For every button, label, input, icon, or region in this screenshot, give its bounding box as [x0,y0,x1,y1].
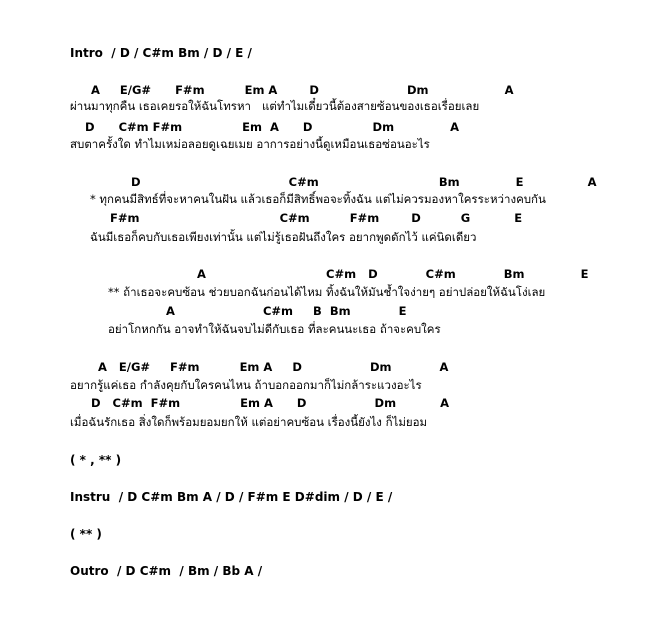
verse1-lyric-2: สบตาครั้งใด ทำไมเหม่อลอยดูเฉยเมย อาการอย่างนี้ดูเหมือนเธอซ่อนอะไร [70,137,430,151]
verse1-chords-1: A E/G# F#m Em A D Dm A [91,83,514,97]
prechorus-lyric-2: ฉันมีเธอก็คบกับเธอเพียงเท่านั้น แต่ไม่รู้เธอฝันถึงใคร อยากพูดดักไว้ แค่นิดเดียว [90,230,477,244]
instru-line: Instru / D C#m Bm A / D / F#m E D#dim / D / E / [70,490,393,504]
verse2-chords-1: A E/G# F#m Em A D Dm A [98,360,449,374]
chorus-chords-1: A C#m D C#m Bm E [197,267,589,281]
repeat-marker-1: ( * , ** ) [70,453,122,467]
repeat-marker-2: ( ** ) [70,527,102,541]
chorus-chords-2: A C#m B Bm E [166,304,407,318]
intro-line: Intro / D / C#m Bm / D / E / [70,46,252,60]
outro-line: Outro / D C#m / Bm / Bb A / [70,564,263,578]
verse1-chords-2: D C#m F#m Em A D Dm A [85,120,460,134]
verse2-chords-2: D C#m F#m Em A D Dm A [91,396,449,410]
verse1-lyric-1: ผ่านมาทุกคืน เธอเคยรอให้ฉันโทรหา แต่ทำไมเดี๋ยวนี้ต้องสายซ้อนของเธอเรื่อยเลย [70,99,480,113]
chorus-lyric-2: อย่าโกหกกัน อาจทำให้ฉันจบไม่ดีกับเธอ ที่ละคนนะเธอ ถ้าจะคบใคร [108,322,441,336]
chorus-lyric-1: ** ถ้าเธอจะคบซ้อน ช่วยบอกฉันก่อนได้ไหม ทิ้งฉันให้มันช้ำใจง่ายๆ อย่าปล่อยให้ฉันโง่เลย [108,285,546,299]
verse2-lyric-2: เมื่อฉันรักเธอ สิ่งใดก็พร้อมยอมยกให้ แต่อย่าคบซ้อน เรื่องนี้ยังไง ก็ไม่ยอม [70,415,428,429]
prechorus-lyric-1: * ทุกคนมีสิทธ์ที่จะหาคนในฝัน แล้วเธอก็มีสิทธิ์พอจะทิ้งฉัน แต่ไม่ควรมองหาใครระหว่างคบกัน [90,192,546,206]
prechorus-chords-1: D C#m Bm E A [131,175,597,189]
verse2-lyric-1: อยากรู้แค่เธอ กำลังคุยกับใครคนไหน ถ้าบอกออกมาก็ไม่กล้าระแวงอะไร [70,378,422,392]
prechorus-chords-2: F#m C#m F#m D G E [110,211,523,225]
